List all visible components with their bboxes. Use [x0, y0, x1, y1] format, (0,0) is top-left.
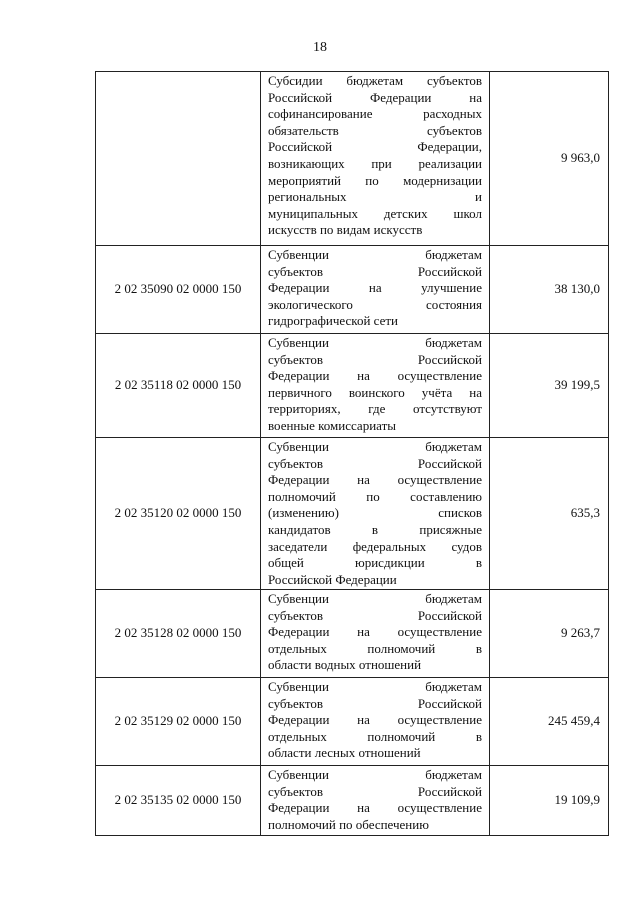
description-line: заседатели федеральных судов	[268, 538, 482, 554]
description-line: экологического состояния	[268, 296, 482, 312]
description-cell	[261, 334, 490, 438]
description-line: Субвенции бюджетам	[268, 767, 482, 782]
description-line: кандидатов в присяжные	[268, 521, 482, 537]
budget-code-cell: 2 02 35118 02 0000 150	[96, 334, 261, 438]
page-number: 18	[313, 40, 327, 55]
budget-code-cell: 2 02 35120 02 0000 150	[96, 438, 261, 590]
description-line: гидрографической сети	[268, 313, 398, 329]
description-line: обязательств субъектов	[268, 122, 482, 138]
description-line: субъектов Российской	[268, 695, 482, 711]
description-line: военные комиссариаты	[268, 417, 397, 433]
description-line: Субвенции бюджетам	[268, 591, 482, 606]
description-line: (изменению) списков	[268, 505, 482, 521]
description-line: Российской Федерации на	[268, 89, 482, 105]
description-line: мероприятий по модернизации	[268, 172, 482, 188]
description-line: субъектов Российской	[268, 263, 482, 279]
description-line: отдельных полномочий в	[268, 728, 482, 744]
table-row	[96, 590, 609, 678]
table-row	[96, 246, 609, 334]
description-line: Субсидии бюджетам субъектов	[268, 73, 482, 88]
description-line: Федерации на осуществление	[268, 712, 482, 728]
description-line: Субвенции бюджетам	[268, 335, 482, 350]
description-line: региональных и	[268, 189, 482, 205]
budget-code-cell: 2 02 35135 02 0000 150	[96, 766, 261, 836]
description-line: Федерации на улучшение	[268, 280, 482, 296]
description-line: Федерации на осуществление	[268, 624, 482, 640]
description-line: софинансирование расходных	[268, 106, 482, 122]
amount-cell: 635,3	[490, 438, 609, 590]
description-line: отдельных полномочий в	[268, 640, 482, 656]
description-line: полномочий по составлению	[268, 488, 482, 504]
description-line: субъектов Российской	[268, 607, 482, 623]
amount-cell: 39 199,5	[490, 334, 609, 438]
amount-cell: 19 109,9	[490, 766, 609, 836]
table-row	[96, 334, 609, 438]
description-line: Субвенции бюджетам	[268, 439, 482, 454]
description-line: Федерации на осуществление	[268, 800, 482, 816]
budget-code-cell	[96, 72, 261, 246]
description-line: Субвенции бюджетам	[268, 679, 482, 694]
budget-code-cell: 2 02 35129 02 0000 150	[96, 678, 261, 766]
table-row	[96, 678, 609, 766]
budget-table	[95, 71, 609, 836]
description-line: муниципальных детских школ	[268, 205, 482, 221]
table-row	[96, 766, 609, 836]
description-line: Федерации на осуществление	[268, 472, 482, 488]
description-line: Субвенции бюджетам	[268, 247, 482, 262]
description-line: полномочий по обеспечению	[268, 816, 429, 832]
description-line: Российской Федерации,	[268, 139, 482, 155]
description-line: Российской Федерации	[268, 571, 397, 587]
description-line: субъектов Российской	[268, 783, 482, 799]
amount-cell: 9 263,7	[490, 590, 609, 678]
amount-cell: 9 963,0	[490, 72, 609, 246]
description-cell	[261, 246, 490, 334]
description-line: общей юрисдикции в	[268, 555, 482, 571]
description-line: субъектов Российской	[268, 455, 482, 471]
table-row	[96, 438, 609, 590]
budget-code-cell: 2 02 35090 02 0000 150	[96, 246, 261, 334]
description-line: области лесных отношений	[268, 745, 421, 761]
description-line: возникающих при реализации	[268, 155, 482, 171]
description-line: Федерации на осуществление	[268, 368, 482, 384]
description-line: области водных отношений	[268, 657, 422, 673]
budget-code-cell: 2 02 35128 02 0000 150	[96, 590, 261, 678]
description-line: территориях, где отсутствуют	[268, 401, 482, 417]
description-cell	[261, 766, 490, 836]
description-line: искусств по видам искусств	[268, 222, 423, 238]
description-cell	[261, 72, 490, 246]
amount-cell: 38 130,0	[490, 246, 609, 334]
description-line: субъектов Российской	[268, 351, 482, 367]
description-cell	[261, 678, 490, 766]
amount-cell: 245 459,4	[490, 678, 609, 766]
description-cell	[261, 590, 490, 678]
description-cell	[261, 438, 490, 590]
table-row	[96, 72, 609, 246]
budget-table-body	[96, 72, 609, 836]
description-line: первичного воинского учёта на	[268, 384, 482, 400]
